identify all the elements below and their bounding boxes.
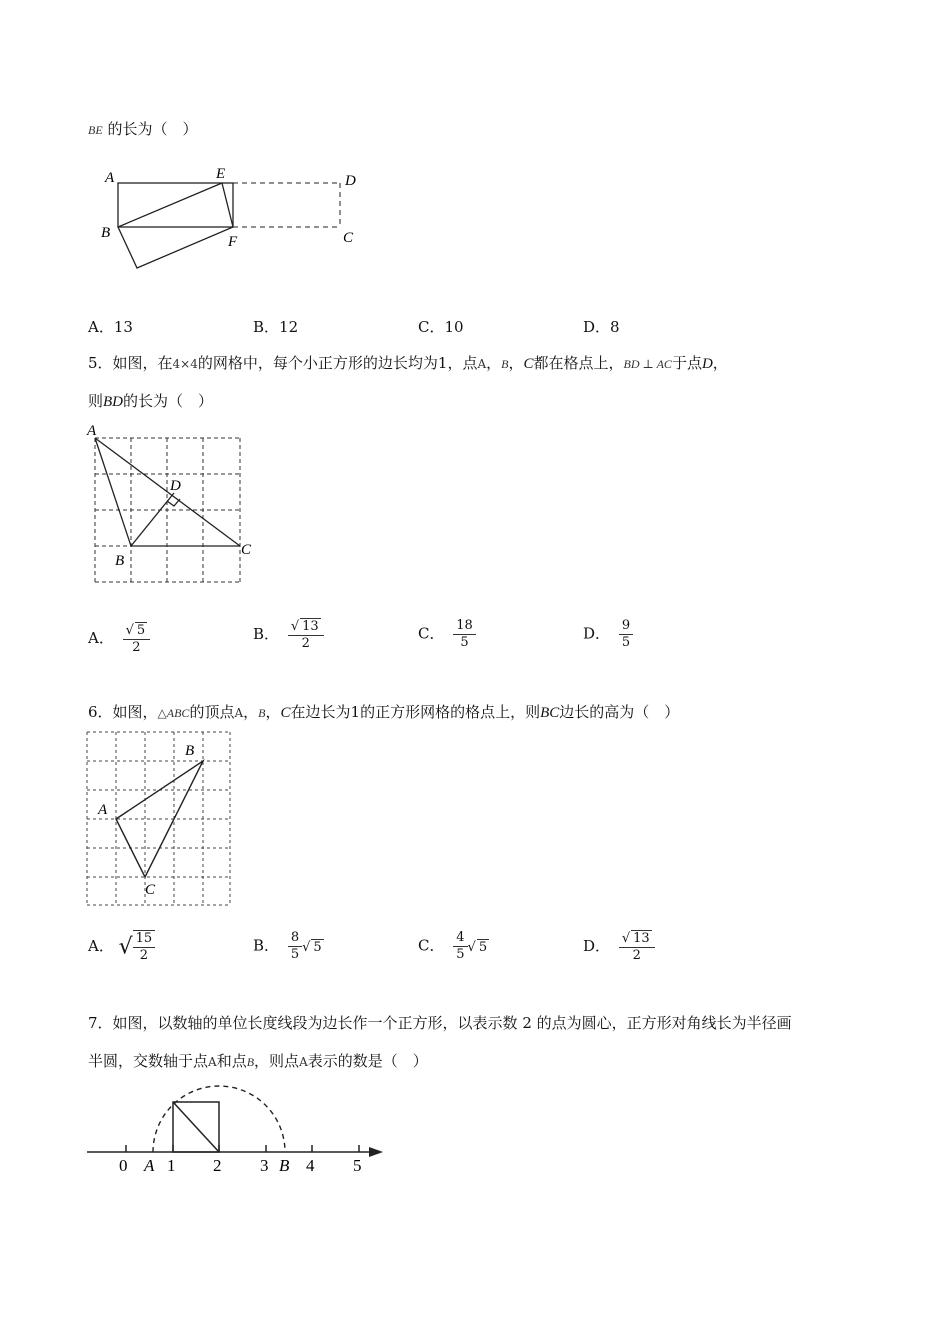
q4-stem-var: BE [88,123,103,137]
q4-label-A: A [105,170,115,186]
option-letter: B． [253,318,280,336]
axis-label-5: 5 [353,1156,362,1175]
option-value: 13 [113,318,133,336]
q6-option-a[interactable]: A． √ $\frac{15}{2}$ [88,930,155,964]
q5-figure [85,420,265,590]
q5-label-C: C [241,542,252,558]
q7-stem-line2: 半圆，交数轴于点A和点B，则点A表示的数是（ ） [88,1052,428,1070]
q5-label-B: B [115,553,125,569]
q6-option-b[interactable]: B． $\frac{8}{5}$ √ 5 [253,930,322,962]
axis-label-1: 1 [167,1156,176,1175]
q5-option-b[interactable]: B． $\frac{√ 13}{2}$ [253,618,324,652]
q6-label-C: C [145,882,156,898]
q4-label-B: B [101,225,111,241]
q5-option-a[interactable]: A． $\frac{√ 5}{2}$ [88,622,150,656]
axis-label-2: 2 [213,1156,222,1175]
axis-label-A: A [144,1156,155,1175]
option-value: 12 [279,318,299,336]
option-letter: C． [418,318,445,336]
option-letter: A． [88,318,114,336]
q4-option-c[interactable] [418,316,464,337]
axis-label-B: B [279,1156,290,1175]
q4-label-F: F [228,234,238,250]
axis-label-0: 0 [119,1156,128,1175]
q4-option-d[interactable] [583,316,620,337]
q5-option-d[interactable]: D． $\frac{9}{5}$ [583,618,633,651]
axis-label-4: 4 [306,1156,315,1175]
q4-stem-text: 的长为（ ） [107,120,198,138]
q4-label-D: D [345,173,356,189]
q6-label-A: A [98,802,108,818]
q5-label-D: D [170,478,181,494]
q4-figure [95,160,375,280]
option-letter: D． [583,318,611,336]
q6-option-d[interactable]: D． $\frac{√ 13}{2}$ [583,930,655,964]
q6-option-c[interactable]: C． $\frac{4}{5}$ √ 5 [418,930,488,962]
option-value: 10 [444,318,464,336]
q5-label-A: A [87,423,97,439]
q4-label-E: E [216,166,226,182]
option-value: 8 [610,318,620,336]
q7-stem-line1: 7．如图，以数轴的单位长度线段为边长作一个正方形，以表示数 2 的点为圆心，正方形对角线长为半径画 [88,1014,792,1032]
q4-label-C: C [343,230,354,246]
axis-label-3: 3 [260,1156,269,1175]
q6-stem: 6．如图，△ABC的顶点A，B，C在边长为1的正方形网格的格点上，则BC边长的高为（ ） [88,703,680,721]
q5-option-c[interactable]: C． $\frac{18}{5}$ [418,618,476,651]
q6-label-B: B [185,743,195,759]
q4-stem [88,118,197,139]
q5-stem-line2: 则BD的长为（ ） [88,392,214,410]
q6-figure [85,730,235,908]
q5-stem-line1: 5．如图，在4×4的网格中，每个小正方形的边长均为1，点A，B，C都在格点上，BD ⊥ AC于点D， [88,354,728,372]
q4-option-a[interactable] [88,316,133,337]
q4-option-b[interactable] [253,316,298,337]
q7-number-line [85,1085,395,1180]
